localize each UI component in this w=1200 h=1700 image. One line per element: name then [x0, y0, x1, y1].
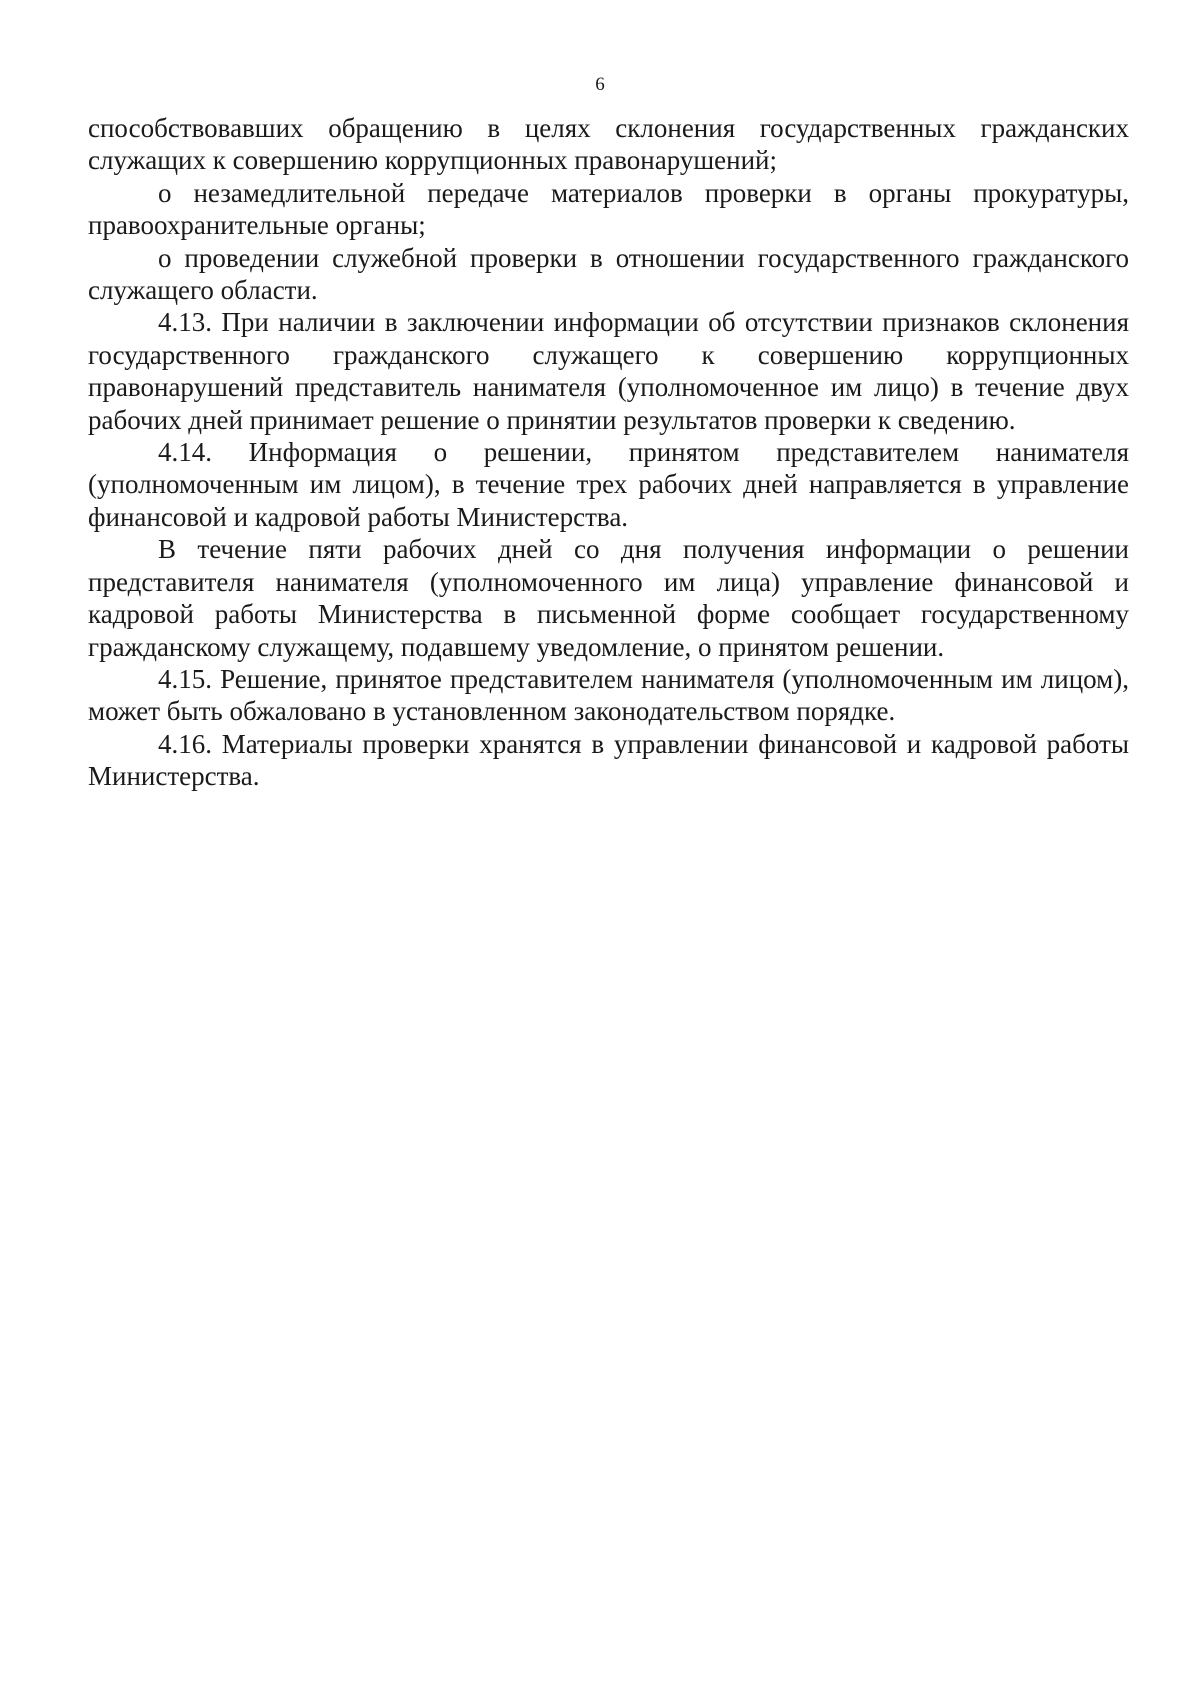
paragraph-service-check: о проведении служебной проверки в отношении государственного гражданского служащего области. — [88, 242, 1129, 306]
document-body — [88, 112, 1129, 793]
page-number: 6 — [595, 74, 605, 95]
paragraph-notification: В течение пяти рабочих дней со дня получения информации о решении представителя нанимателя (уполномоченного им лица) управление финансовой и кадровой работы Министерства в письменной форме сообщает государственному гражданскому служащему, подавшему уведомление, о принятом решении. — [88, 534, 1129, 662]
paragraph-continuation: способствовавших обращению в целях склонения государственных гражданских служащих к совершению коррупционных правонарушений; — [88, 113, 1129, 176]
paragraph-4-16: 4.16. Материалы проверки хранятся в управлении финансовой и кадровой работы Министерства. — [88, 728, 1129, 792]
paragraph-4-14: 4.14. Информация о решении, принятом представителем нанимателя (уполномоченным им лицом), в течение трех рабочих дней направляется в управление финансовой и кадровой работы Министерства. — [88, 437, 1129, 532]
paragraph-4-15: 4.15. Решение, принятое представителем нанимателя (уполномоченным им лицом), может быть обжаловано в установленном законодательством порядке. — [88, 663, 1129, 727]
paragraph-4-13: 4.13. При наличии в заключении информации об отсутствии признаков склонения государственного гражданского служащего к совершению коррупционных правонарушений представитель нанимателя (уполномоченное им лицо) в течение двух рабочих дней принимает решение о принятии результатов проверки к сведению. — [88, 307, 1129, 435]
paragraph-prosecution-transfer: о незамедлительной передаче материалов проверки в органы прокуратуры, правоохранительные органы; — [88, 177, 1129, 241]
